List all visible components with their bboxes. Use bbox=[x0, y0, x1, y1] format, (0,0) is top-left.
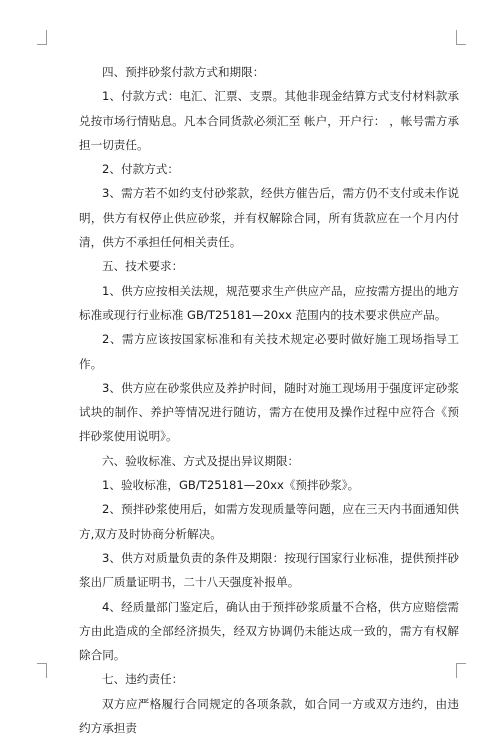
section-heading-technical: 五、技术要求： bbox=[102, 259, 184, 274]
paragraph-payment-method-2: 2、付款方式： bbox=[102, 162, 179, 177]
section-heading-liability: 七、违约责任： bbox=[102, 672, 184, 687]
crop-mark-bottom-left bbox=[37, 663, 47, 678]
section-heading-payment: 四、预拌砂浆付款方式和期限： bbox=[102, 65, 265, 79]
paragraph-payment-default: 3、需方若不如约支付砂浆款，经供方催告后，需方仍不支付或未作说 明，供方有权停止供应砂浆，并有权解除合同，所有货款应在一个月内付清，供方不承担任何相关责任。 bbox=[79, 186, 459, 250]
paragraph-acceptance-1: 1、验收标准，GB/T25181—20xx《预拌砂浆》。 bbox=[102, 478, 360, 493]
paragraph-liability: 双方应严格履行合同规定的各项条款，如合同一方或双方违约，由违约方承担责 bbox=[79, 696, 459, 736]
paragraph-payment-method: 1、付款方式：电汇、汇票、支票。其他非现金结算方式支付材料款承兑按市场行情贴息。凡本合同货款必须汇至 帐户，开户行： ，帐号需方承担一切责任。 bbox=[79, 89, 459, 152]
section-heading-acceptance: 六、验收标准、方式及提出异议期限： bbox=[102, 453, 300, 468]
paragraph-acceptance-3: 3、供方对质量负责的条件及期限：按现行国家行业标准，提供预拌砂浆出厂质量证明书，二十八天强度补报单。 bbox=[79, 550, 459, 590]
paragraph-technical-1: 1、供方应按相关法规，规范要求生产供应产品，应按需方提出的地方标准或现行行业标准 GB/T25181—20xx 范围内的技术要求供应产品。 bbox=[79, 283, 459, 322]
paragraph-acceptance-4: 4、经质量部门鉴定后，确认由于预拌砂浆质量不合格，供方应赔偿需方由此造成的全部经济损失，经双方协调仍未能达成一致的，需方有权解除合同。 bbox=[79, 599, 459, 663]
paragraph-acceptance-2: 2、预拌砂浆使用后，如需方发现质量等问题，应在三天内书面通知供方,双方及时协商分析解决。 bbox=[79, 502, 459, 541]
document-body bbox=[79, 60, 459, 740]
crop-mark-top-left bbox=[37, 30, 47, 45]
paragraph-technical-3: 3、供方应在砂浆供应及养护时间，随时对施工现场用于强度评定砂浆试块的制作、养护等情况进行随访，需方在使用及操作过程中应符合《预拌砂浆使用说明》。 bbox=[79, 380, 459, 444]
crop-mark-top-right bbox=[456, 30, 466, 45]
paragraph-technical-2: 2、需方应该按国家标准和有关技术规定必要时做好施工现场指导工作。 bbox=[79, 332, 459, 371]
